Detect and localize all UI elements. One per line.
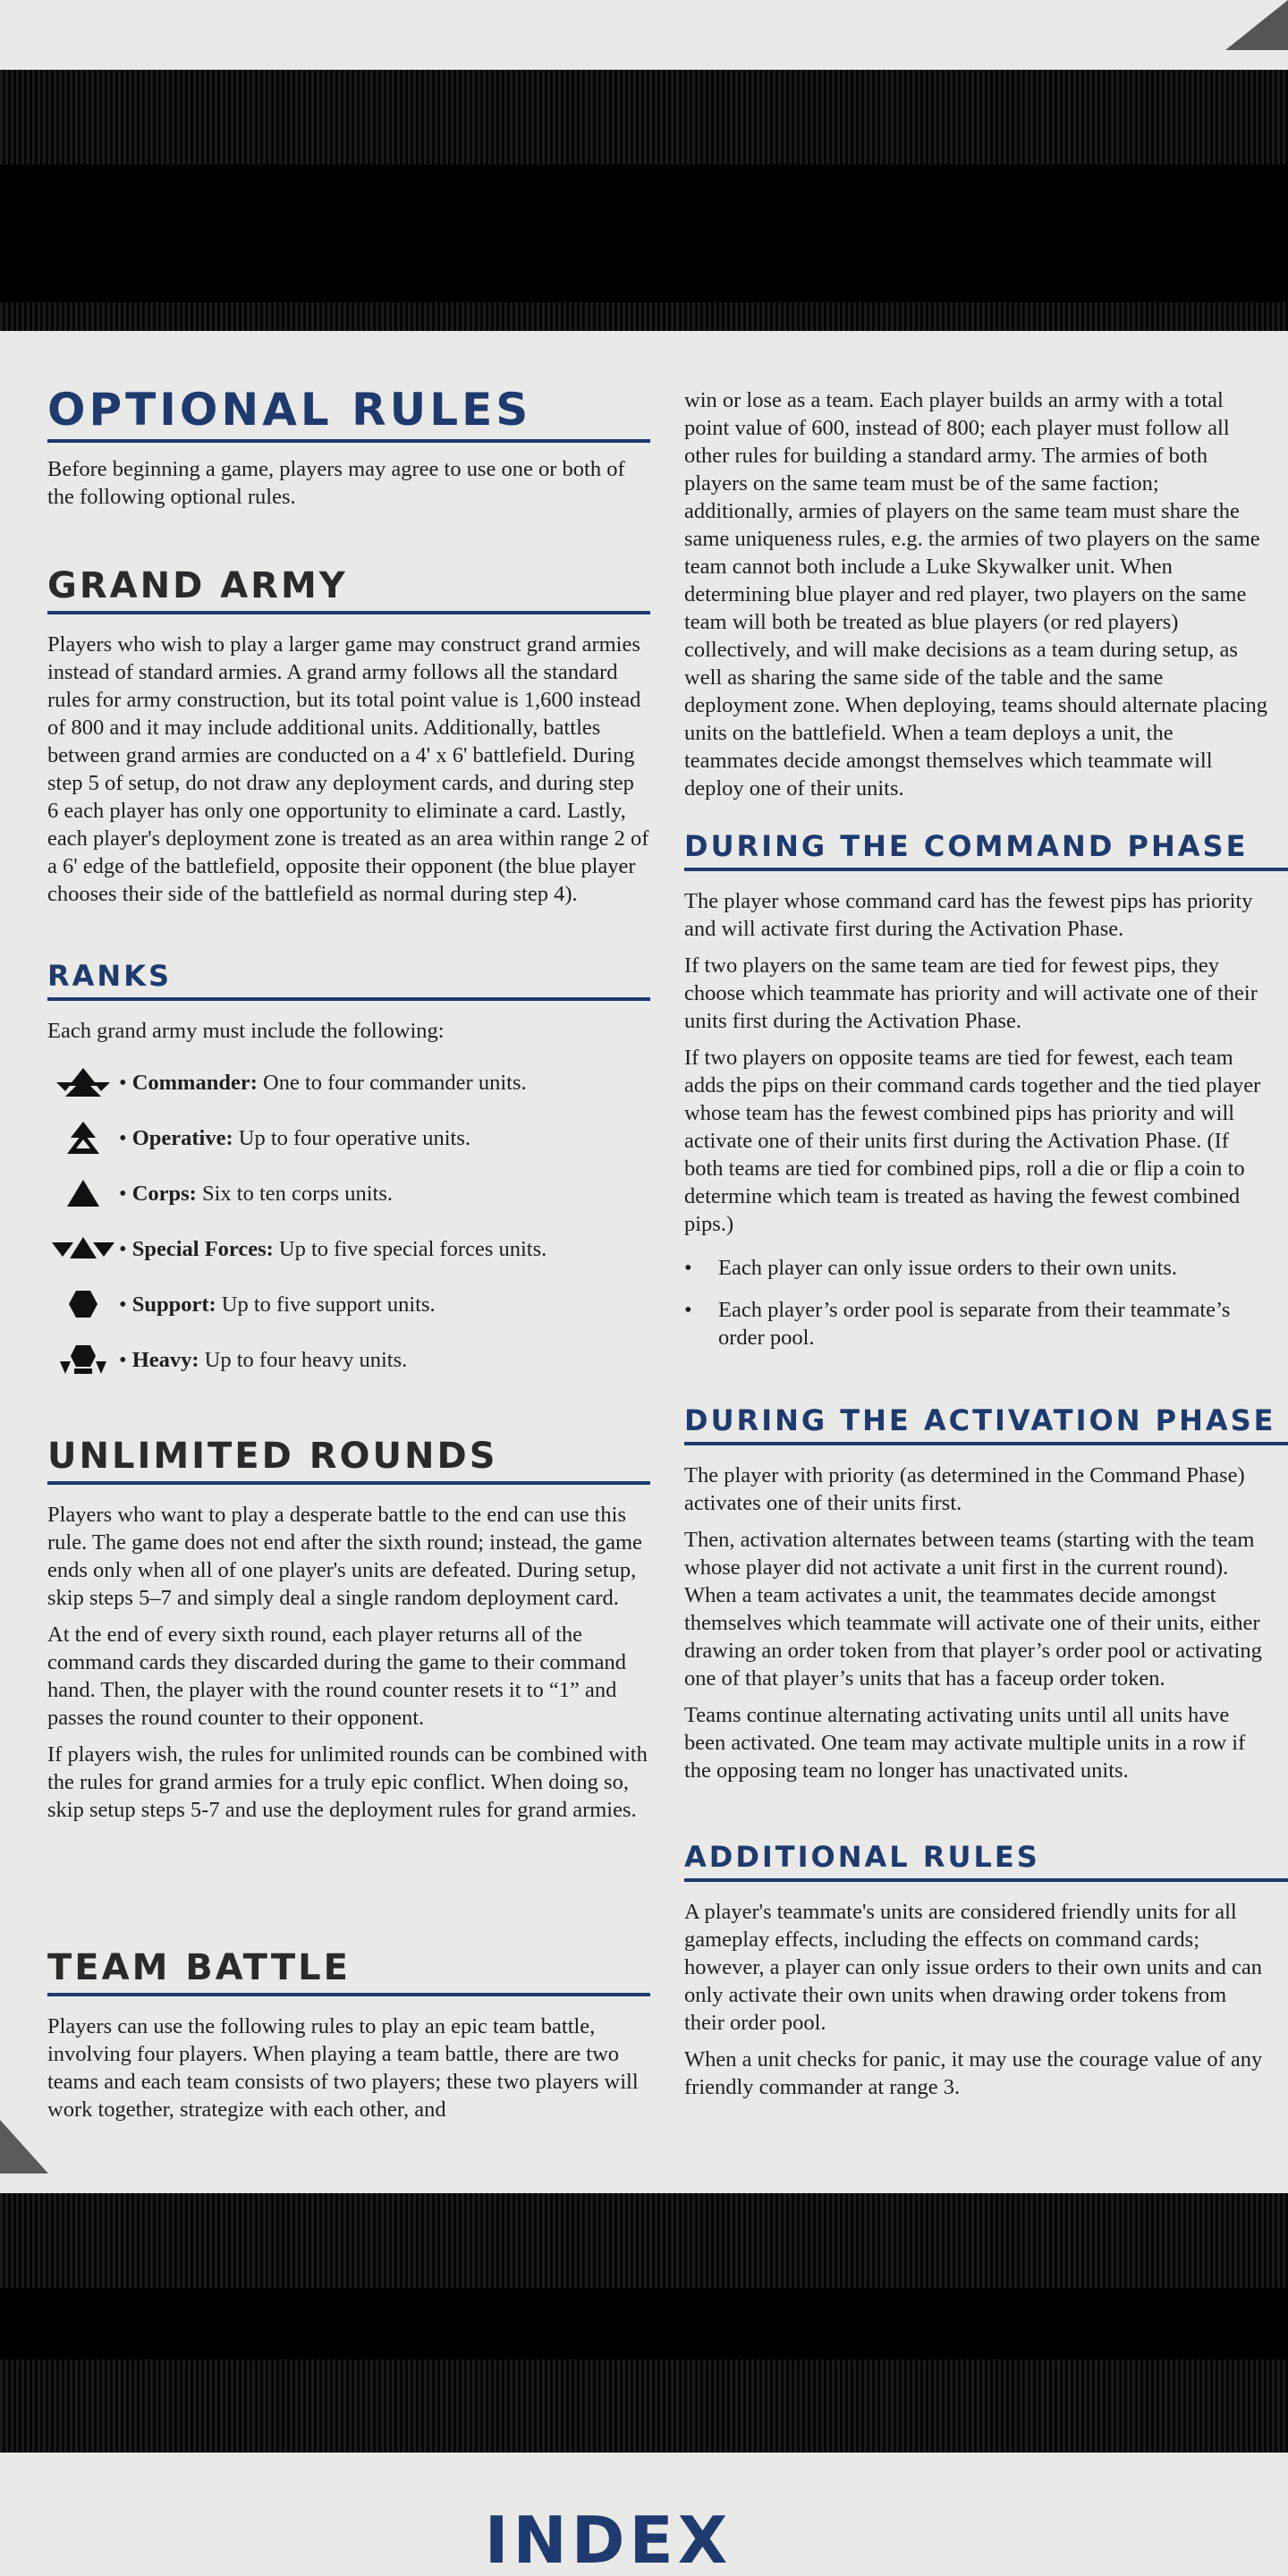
- grand-army-section: [47, 565, 650, 908]
- optional-rules-section: [47, 384, 650, 511]
- unlimited-rounds-section: [47, 1438, 650, 1824]
- rank-label: Commander:: [131, 1070, 258, 1095]
- optional-rules-intro: Before beginning a game, players may agree to use one or both of the following optional rules.: [47, 457, 625, 509]
- rank-list: [47, 1064, 650, 1395]
- unlimited-rounds-p1: Players who want to play a desperate battle to the end can use this rule. The game does not end after the sixth round; instead, the game ends only when all of one player's units are defeated. During setup, skip steps 5–7 and simply deal a single random deployment card.: [47, 1503, 642, 1610]
- rank-desc: Six to ten corps units.: [196, 1181, 393, 1206]
- team-battle-heading: TEAM BATTLE: [47, 1947, 351, 1988]
- rank-item-heavy: • Heavy: Up to four heavy units.: [47, 1342, 407, 1377]
- additional-rules-p1: A player's teammate's units are considered friendly units for all gameplay effects, including the effects on command cards; however, a player can only issue orders to their own units and can only activate their own units when drawing order tokens from their order pool.: [684, 1900, 1263, 2035]
- index-heading: INDEX: [484, 2504, 733, 2576]
- unlimited-rounds-p3: If players wish, the rules for unlimited rounds can be combined with the rules for grand armies for a truly epic conflict. When doing so, skip setup steps 5-7 and use the deployment rules for grand armies.: [47, 1742, 648, 1822]
- corner-triangle-top-right: [1225, 0, 1288, 50]
- heading-underline: [684, 1878, 1288, 1882]
- rank-label: Support:: [131, 1292, 216, 1317]
- ranks-heading: RANKS: [47, 959, 173, 993]
- heading-underline: [684, 1442, 1288, 1445]
- heading-underline: [47, 439, 650, 443]
- top-film-band: [0, 70, 1288, 331]
- rank-desc: Up to four heavy units.: [199, 1347, 408, 1372]
- activation-phase-section: [684, 1403, 1288, 1784]
- rank-item-support: • Support: Up to five support units.: [47, 1286, 436, 1322]
- command-phase-bullets: [684, 1254, 1257, 1352]
- team-battle-section: [47, 1947, 650, 2123]
- additional-rules-heading: ADDITIONAL RULES: [684, 1840, 1040, 1874]
- command-phase-section: [684, 829, 1288, 1352]
- activation-phase-p1: The player with priority (as determined in the Command Phase) activates one of their units first.: [684, 1463, 1245, 1515]
- rank-desc: One to four commander units.: [257, 1070, 527, 1095]
- support-rank-icon: [47, 1288, 119, 1320]
- activation-phase-p2: Then, activation alternates between teams (starting with the team whose player did not activate a unit first in the current round). When a team activates a unit, the teammates decide amongst themselves which teammate will activate one of their units, either drawing an order token from that player’s order pool or activating one of that player’s units that has a faceup order token.: [684, 1528, 1262, 1690]
- command-phase-p3: If two players on opposite teams are tied for fewest, each team adds the pips on their command cards together and the tied player whose team has the fewest combined pips has priority and will activate one of their units first during the Activation Phase. (If both teams are tied for combined pips, roll a die or flip a coin to determine which team is treated as having the fewest combined pips.): [684, 1046, 1261, 1236]
- command-phase-p1: The player whose command card has the fewest pips has priority and will activate first during the Activation Phase.: [684, 889, 1253, 941]
- unlimited-rounds-p2: At the end of every sixth round, each player returns all of the command cards they discarded during the game to their command hand. Then, the player with the round counter resets it to “1” and passes the round counter to their opponent.: [47, 1623, 627, 1730]
- ranks-section: [47, 959, 650, 1045]
- rank-label: Operative:: [131, 1125, 233, 1150]
- heading-underline: [47, 1481, 650, 1485]
- additional-rules-p2: When a unit checks for panic, it may use the courage value of any friendly commander at range 3.: [684, 2047, 1263, 2099]
- corps-rank-icon: [47, 1177, 119, 1209]
- activation-phase-p3: Teams continue alternating activating units until all units have been activated. One team may activate multiple units in a row if the opposing team no longer has unactivated units.: [684, 1703, 1246, 1783]
- rank-desc: Up to four operative units.: [233, 1125, 471, 1150]
- list-item: • Each player can only issue orders to their own units.: [684, 1254, 1257, 1282]
- bottom-film-band: [0, 2193, 1288, 2453]
- team-battle-p1: Players can use the following rules to play an epic team battle, involving four players. When playing a team battle, there are two teams and each team consists of two players; these two players will work together, strategize with each other, and: [47, 2014, 639, 2122]
- rank-item-operative: • Operative: Up to four operative units.: [47, 1120, 470, 1156]
- grand-army-heading: GRAND ARMY: [47, 565, 348, 606]
- corner-triangle-bottom-left: [0, 2120, 48, 2174]
- grand-army-text: Players who wish to play a larger game may construct grand armies instead of standard armies. A grand army follows all the standard rules for army construction, but its total point value is 1,600 instead of 800 and it may include additional units. Additionally, battles between grand armies are conducted on a 4' x 6' battlefield. During step 5 of setup, do not draw any deployment cards, and during step 6 each player has only one opportunity to eliminate a card. Lastly, each player's deployment zone is treated as an area within range 2 of a 6' edge of the battlefield, opposite their opponent (the blue player chooses their side of the battlefield as normal during step 4).: [47, 632, 649, 906]
- rank-label: Special Forces:: [131, 1236, 274, 1261]
- command-phase-heading: DURING THE COMMAND PHASE: [684, 829, 1249, 863]
- commander-rank-icon: [47, 1066, 119, 1098]
- optional-rules-heading: OPTIONAL RULES: [47, 384, 532, 436]
- rank-label: Corps:: [131, 1181, 197, 1206]
- operative-rank-icon: [47, 1120, 119, 1156]
- heavy-rank-icon: [47, 1343, 119, 1376]
- heading-underline: [47, 997, 650, 1001]
- activation-phase-heading: DURING THE ACTIVATION PHASE: [684, 1403, 1276, 1437]
- special-forces-rank-icon: [47, 1235, 119, 1262]
- rank-desc: Up to five special forces units.: [273, 1236, 547, 1261]
- rank-label: Heavy:: [131, 1347, 199, 1372]
- team-battle-continued: [684, 386, 1267, 802]
- ranks-intro: Each grand army must include the following:: [47, 1019, 445, 1043]
- additional-rules-section: [684, 1840, 1288, 2101]
- rank-item-corps: • Corps: Six to ten corps units.: [47, 1175, 393, 1211]
- heading-underline: [684, 868, 1288, 871]
- list-item: • Each player’s order pool is separate from their teammate’s order pool.: [684, 1296, 1257, 1352]
- command-phase-p2: If two players on the same team are tied for fewest pips, they choose which teammate has priority and will activate one of their units first during the Activation Phase.: [684, 953, 1258, 1033]
- unlimited-rounds-heading: UNLIMITED ROUNDS: [47, 1436, 498, 1477]
- rank-item-commander: • Commander: One to four commander units.: [47, 1064, 527, 1100]
- team-battle-p1-continued: win or lose as a team. Each player builds an army with a total point value of 600, instead of 800; each player must follow all other rules for building a standard army. The armies of both players on the same team must be of the same faction; additionally, armies of players on the same team must share the same uniqueness rules, e.g. the armies of two players on the same team cannot both include a Luke Skywalker unit. When determining blue player and red player, two players on the same team will both be treated as blue players (or red players) collectively, and will make decisions as a team during setup, as well as sharing the same side of the table and the same deployment zone. When deploying, teams should alternate placing units on the battlefield. When a team deploys a unit, the teammates decide amongst themselves which teammate will deploy one of their units.: [684, 388, 1268, 801]
- heading-underline: [47, 611, 650, 614]
- rank-desc: Up to five support units.: [216, 1292, 436, 1317]
- heading-underline: [47, 1993, 650, 1996]
- rank-item-special-forces: • Special Forces: Up to five special forces units.: [47, 1231, 547, 1267]
